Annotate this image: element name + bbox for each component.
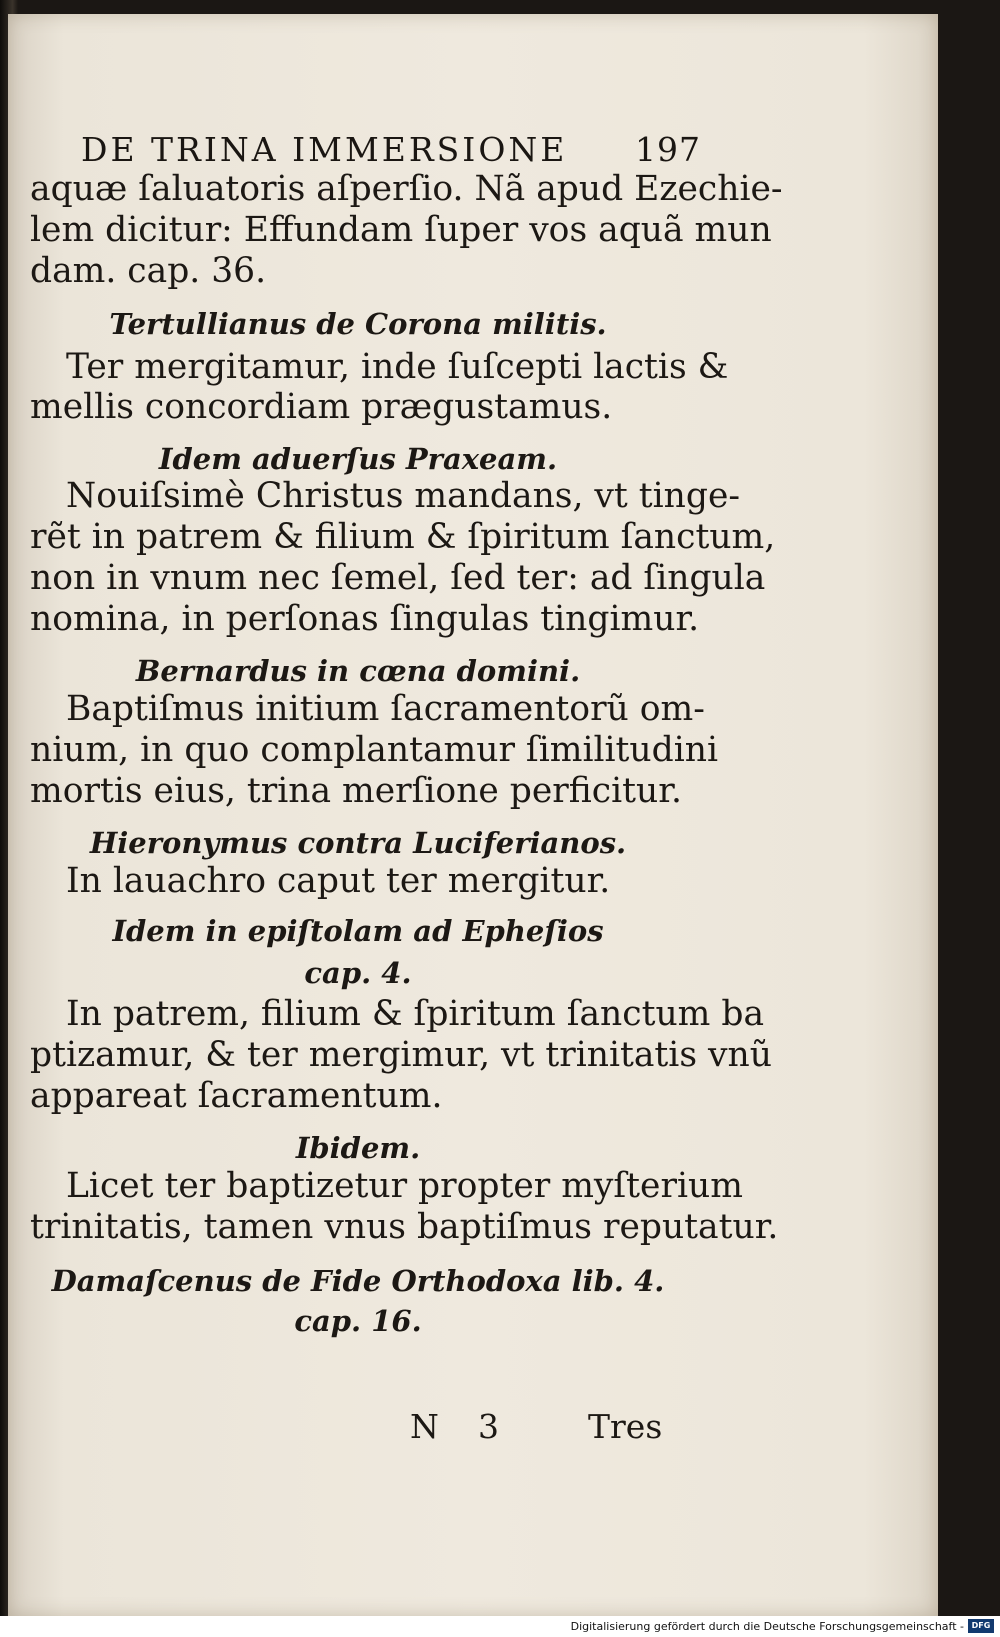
text-line: Licet ter baptizetur propter myſterium	[66, 1166, 743, 1206]
text-line: nium, in quo complantamur ſimilitudini	[30, 730, 718, 770]
text-line: Baptiſmus initium ſacramentorũ om-	[66, 689, 705, 729]
page-number: 197	[635, 130, 701, 169]
text-line: nomina, in perſonas ſingulas tingimur.	[30, 599, 700, 639]
section-heading: cap. 16.	[294, 1304, 422, 1338]
text-line: Nouiſsimè Christus mandans, vt tinge-	[66, 476, 741, 516]
catchword: Tres	[588, 1407, 663, 1446]
section-heading: Damaſcenus de Fide Orthodoxa lib. 4.	[51, 1264, 665, 1298]
text-line: mortis eius, trina merſione perficitur.	[30, 771, 682, 811]
text-line: In lauachro caput ter mergitur.	[66, 861, 611, 901]
dfg-logo-icon: DFG	[968, 1619, 994, 1633]
text-line: lem dicitur: Effundam ſuper vos aquã mun	[30, 210, 772, 250]
signature-number: 3	[478, 1407, 499, 1446]
text-line: aquæ ſaluatoris aſperſio. Nã apud Ezechie-	[30, 169, 783, 209]
section-heading: Tertullianus de Corona militis.	[109, 307, 607, 341]
text-line: rẽt in patrem & filium & ſpiritum ſanctum,	[30, 517, 776, 557]
text-line: trinitatis, tamen vnus baptiſmus reputatur.	[30, 1207, 779, 1247]
text-line: mellis concordiam prægustamus.	[30, 387, 613, 427]
digitization-footer	[0, 1616, 1000, 1637]
section-heading: Idem aduerſus Praxeam.	[158, 442, 558, 476]
section-heading: cap. 4.	[304, 956, 412, 990]
text-line: Ter mergitamur, inde ſuſcepti lactis &	[66, 347, 729, 387]
signature-mark: N	[410, 1407, 439, 1446]
running-header	[81, 130, 701, 170]
text-line: In patrem, filium & ſpiritum ſanctum ba	[66, 994, 765, 1034]
section-heading: Bernardus in cœna domini.	[135, 654, 581, 688]
section-heading: Hieronymus contra Luciferianos.	[89, 826, 627, 860]
running-title: DE TRINA IMMERSIONE	[81, 130, 568, 169]
text-line: non in vnum nec ſemel, ſed ter: ad ſingula	[30, 558, 766, 598]
text-line: dam. cap. 36.	[30, 251, 267, 291]
text-line: appareat ſacramentum.	[30, 1076, 443, 1116]
section-heading: Ibidem.	[295, 1131, 421, 1165]
funding-notice: Digitalisierung gefördert durch die Deutsche Forschungsgemeinschaft -	[570, 1620, 964, 1633]
book-page	[8, 14, 938, 1616]
text-line: ptizamur, & ter mergimur, vt trinitatis vnũ	[30, 1035, 772, 1075]
section-heading: Idem in epiſtolam ad Epheſios	[112, 914, 604, 948]
